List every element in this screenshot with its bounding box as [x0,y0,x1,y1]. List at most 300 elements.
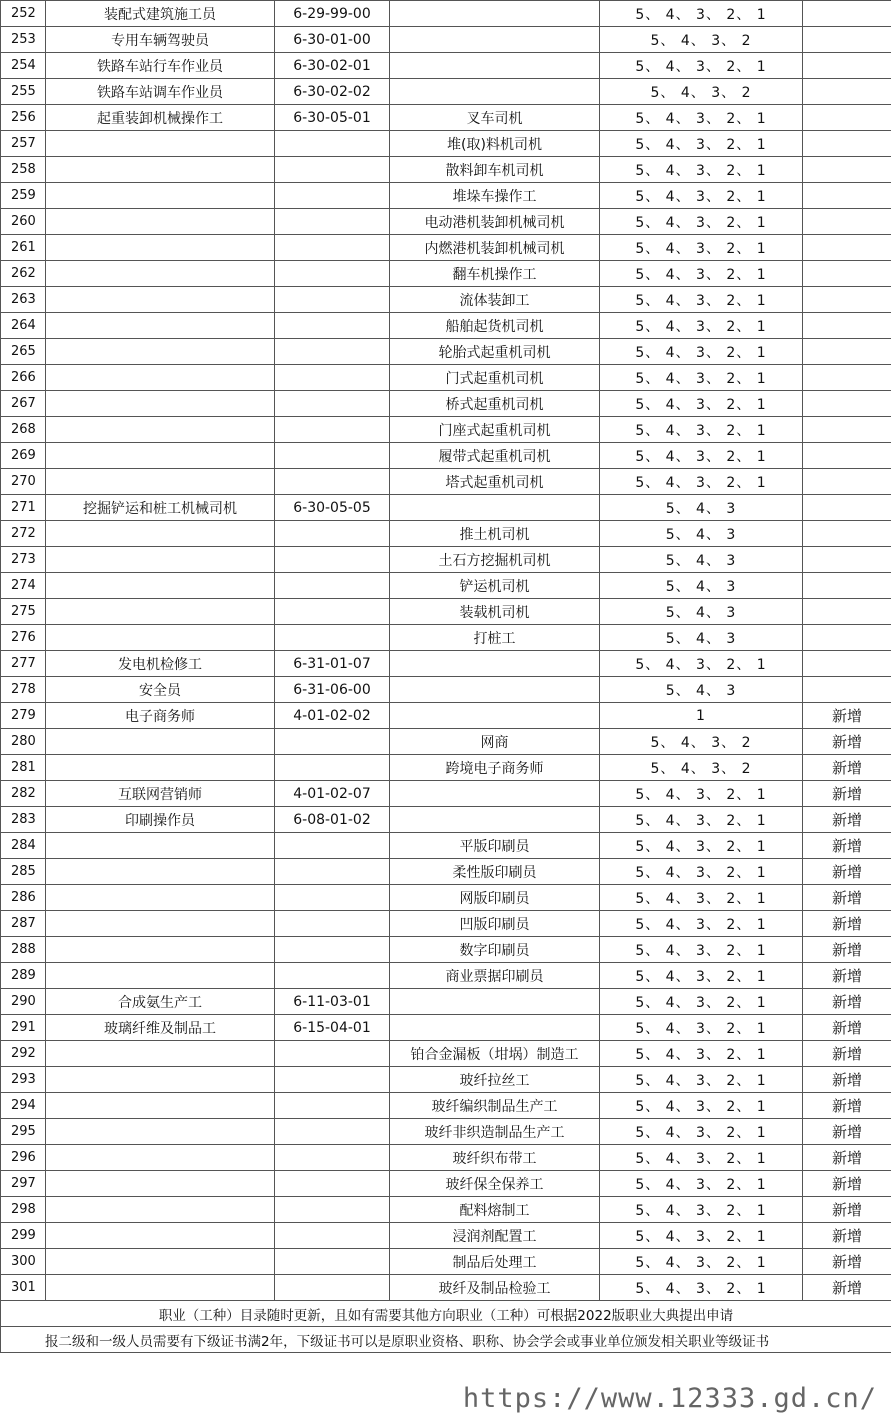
work-type-cell [390,1015,600,1041]
work-type-cell [390,807,600,833]
table-row [1,1067,891,1093]
occupation-code-cell [275,131,390,157]
occupation-name-cell: 安全员 [46,677,275,703]
row-number-cell: 262 [1,261,46,287]
certificate-levels-cell: 5、 4、 3、 2、 1 [600,131,803,157]
row-number-cell: 259 [1,183,46,209]
occupation-code-cell: 4-01-02-07 [275,781,390,807]
occupation-code-cell [275,261,390,287]
certificate-levels-cell: 5、 4、 3、 2、 1 [600,807,803,833]
table-row [1,183,891,209]
work-type-cell: 铲运机司机 [390,573,600,599]
certificate-levels-cell: 5、 4、 3、 2、 1 [600,443,803,469]
table-row [1,1093,891,1119]
certificate-levels-cell: 5、 4、 3、 2、 1 [600,1067,803,1093]
note-cell [803,677,891,703]
certificate-levels-cell: 5、 4、 3、 2 [600,729,803,755]
occupation-code-cell [275,1249,390,1275]
table-row [1,79,891,105]
occupation-name-cell [46,1093,275,1119]
note-cell: 新增 [803,1015,891,1041]
work-type-cell: 流体装卸工 [390,287,600,313]
row-number-cell: 300 [1,1249,46,1275]
note-cell: 新增 [803,1197,891,1223]
occupation-name-cell [46,131,275,157]
table-row [1,1171,891,1197]
work-type-cell: 商业票据印刷员 [390,963,600,989]
occupation-name-cell [46,1249,275,1275]
occupation-code-cell: 6-30-01-00 [275,27,390,53]
occupation-code-cell [275,833,390,859]
work-type-cell: 制品后处理工 [390,1249,600,1275]
certificate-levels-cell: 5、 4、 3 [600,573,803,599]
work-type-cell: 浸润剂配置工 [390,1223,600,1249]
row-number-cell: 280 [1,729,46,755]
occupation-code-cell [275,391,390,417]
note-cell [803,313,891,339]
table-row [1,287,891,313]
row-number-cell: 257 [1,131,46,157]
row-number-cell: 277 [1,651,46,677]
occupation-name-cell [46,625,275,651]
note-cell: 新增 [803,1145,891,1171]
table-row [1,131,891,157]
table-row [1,1119,891,1145]
note-cell [803,27,891,53]
work-type-cell [390,703,600,729]
note-requirement-text: 报二级和一级人员需要有下级证书满2年，下级证书可以是原职业资格、职称、协会学会或事业单位颁发相关职业等级证书 [1,1327,891,1353]
note-cell: 新增 [803,1275,891,1301]
occupation-name-cell [46,1223,275,1249]
certificate-levels-cell: 5、 4、 3、 2、 1 [600,885,803,911]
certificate-levels-cell: 5、 4、 3、 2、 1 [600,313,803,339]
note-cell [803,651,891,677]
work-type-cell [390,1,600,27]
row-number-cell: 292 [1,1041,46,1067]
occupation-name-cell [46,313,275,339]
table-row [1,391,891,417]
table-row [1,807,891,833]
occupation-name-cell: 铁路车站行车作业员 [46,53,275,79]
note-cell [803,365,891,391]
occupation-code-cell: 6-08-01-02 [275,807,390,833]
occupation-name-cell: 挖掘铲运和桩工机械司机 [46,495,275,521]
work-type-cell: 玻纤拉丝工 [390,1067,600,1093]
certificate-levels-cell: 5、 4、 3、 2、 1 [600,417,803,443]
row-number-cell: 290 [1,989,46,1015]
work-type-cell: 内燃港机装卸机械司机 [390,235,600,261]
row-number-cell: 278 [1,677,46,703]
row-number-cell: 282 [1,781,46,807]
occupation-name-cell: 印刷操作员 [46,807,275,833]
row-number-cell: 266 [1,365,46,391]
occupation-code-cell [275,157,390,183]
row-number-cell: 293 [1,1067,46,1093]
table-row [1,937,891,963]
row-number-cell: 276 [1,625,46,651]
occupation-code-cell [275,521,390,547]
work-type-cell: 门座式起重机司机 [390,417,600,443]
occupation-code-cell [275,1145,390,1171]
certificate-levels-cell: 5、 4、 3、 2、 1 [600,391,803,417]
occupation-code-cell: 6-15-04-01 [275,1015,390,1041]
work-type-cell: 凹版印刷员 [390,911,600,937]
certificate-levels-cell: 1 [600,703,803,729]
occupation-code-cell [275,1275,390,1301]
note-cell [803,495,891,521]
table-row [1,781,891,807]
occupation-name-cell: 玻璃纤维及制品工 [46,1015,275,1041]
work-type-cell: 翻车机操作工 [390,261,600,287]
occupation-code-cell [275,625,390,651]
note-cell [803,105,891,131]
table-body [1,1,891,1301]
table-row [1,209,891,235]
certificate-levels-cell: 5、 4、 3、 2 [600,27,803,53]
certificate-levels-cell: 5、 4、 3 [600,521,803,547]
occupation-code-cell [275,287,390,313]
work-type-cell: 散料卸车机司机 [390,157,600,183]
row-number-cell: 284 [1,833,46,859]
work-type-cell: 跨境电子商务师 [390,755,600,781]
work-type-cell: 网商 [390,729,600,755]
row-number-cell: 268 [1,417,46,443]
occupation-name-cell [46,1041,275,1067]
work-type-cell [390,781,600,807]
occupation-code-cell [275,963,390,989]
note-cell [803,443,891,469]
row-number-cell: 270 [1,469,46,495]
occupation-code-cell [275,417,390,443]
row-number-cell: 296 [1,1145,46,1171]
certificate-levels-cell: 5、 4、 3 [600,625,803,651]
work-type-cell: 铂合金漏板（坩埚）制造工 [390,1041,600,1067]
row-number-cell: 258 [1,157,46,183]
certificate-levels-cell: 5、 4、 3、 2、 1 [600,1119,803,1145]
table-row [1,547,891,573]
table-row [1,521,891,547]
work-type-cell: 履带式起重机司机 [390,443,600,469]
note-cell [803,131,891,157]
row-number-cell: 273 [1,547,46,573]
row-number-cell: 272 [1,521,46,547]
occupation-code-cell [275,443,390,469]
occupation-code-cell: 6-11-03-01 [275,989,390,1015]
certificate-levels-cell: 5、 4、 3、 2、 1 [600,1015,803,1041]
note-cell [803,157,891,183]
occupation-code-cell [275,599,390,625]
work-type-cell [390,53,600,79]
certificate-levels-cell: 5、 4、 3 [600,677,803,703]
row-number-cell: 288 [1,937,46,963]
occupation-code-cell: 6-30-05-05 [275,495,390,521]
work-type-cell: 配料熔制工 [390,1197,600,1223]
work-type-cell: 玻纤保全保养工 [390,1171,600,1197]
row-number-cell: 281 [1,755,46,781]
occupation-name-cell [46,235,275,261]
table-row [1,1223,891,1249]
row-number-cell: 298 [1,1197,46,1223]
row-number-cell: 299 [1,1223,46,1249]
row-number-cell: 263 [1,287,46,313]
occupation-name-cell [46,469,275,495]
note-cell [803,1,891,27]
note-cell: 新增 [803,833,891,859]
note-cell [803,209,891,235]
table-row [1,417,891,443]
occupation-name-cell [46,1119,275,1145]
table-row [1,313,891,339]
certificate-levels-cell: 5、 4、 3、 2、 1 [600,261,803,287]
occupation-name-cell: 装配式建筑施工员 [46,1,275,27]
table-row [1,1145,891,1171]
certificate-levels-cell: 5、 4、 3、 2、 1 [600,651,803,677]
certificate-levels-cell: 5、 4、 3、 2、 1 [600,1275,803,1301]
table-row [1,1275,891,1301]
row-number-cell: 252 [1,1,46,27]
certificate-levels-cell: 5、 4、 3、 2、 1 [600,53,803,79]
work-type-cell: 桥式起重机司机 [390,391,600,417]
occupation-name-cell [46,1145,275,1171]
row-number-cell: 294 [1,1093,46,1119]
occupation-name-cell [46,365,275,391]
row-number-cell: 264 [1,313,46,339]
note-cell [803,287,891,313]
table-row [1,989,891,1015]
note-cell: 新增 [803,911,891,937]
occupation-code-cell: 6-29-99-00 [275,1,390,27]
note-cell [803,53,891,79]
occupation-name-cell: 合成氨生产工 [46,989,275,1015]
table-row [1,1197,891,1223]
row-number-cell: 279 [1,703,46,729]
work-type-cell: 门式起重机司机 [390,365,600,391]
table-row [1,27,891,53]
occupation-name-cell [46,261,275,287]
certificate-levels-cell: 5、 4、 3、 2 [600,755,803,781]
certificate-levels-cell: 5、 4、 3、 2、 1 [600,963,803,989]
occupation-code-cell: 4-01-02-02 [275,703,390,729]
certificate-levels-cell: 5、 4、 3、 2、 1 [600,859,803,885]
certificate-levels-cell: 5、 4、 3、 2、 1 [600,183,803,209]
certificate-levels-cell: 5、 4、 3、 2、 1 [600,989,803,1015]
occupation-code-cell [275,1119,390,1145]
work-type-cell [390,651,600,677]
note-cell: 新增 [803,885,891,911]
table-row [1,859,891,885]
occupation-code-cell [275,235,390,261]
table-row [1,105,891,131]
work-type-cell [390,79,600,105]
occupation-code-cell [275,573,390,599]
occupation-name-cell [46,911,275,937]
note-cell [803,625,891,651]
table-row [1,911,891,937]
occupation-name-cell [46,1197,275,1223]
note-cell [803,235,891,261]
occupation-code-cell: 6-30-05-01 [275,105,390,131]
table-row [1,1249,891,1275]
work-type-cell: 玻纤及制品检验工 [390,1275,600,1301]
work-type-cell: 玻纤编织制品生产工 [390,1093,600,1119]
certificate-levels-cell: 5、 4、 3、 2、 1 [600,781,803,807]
occupation-code-cell [275,547,390,573]
occupation-name-cell [46,287,275,313]
occupation-code-cell [275,1093,390,1119]
row-number-cell: 254 [1,53,46,79]
work-type-cell: 叉车司机 [390,105,600,131]
occupation-code-cell: 6-30-02-01 [275,53,390,79]
occupation-name-cell [46,859,275,885]
certificate-levels-cell: 5、 4、 3、 2 [600,79,803,105]
certificate-levels-cell: 5、 4、 3、 2、 1 [600,1,803,27]
work-type-cell: 堆垛车操作工 [390,183,600,209]
row-number-cell: 283 [1,807,46,833]
occupation-name-cell [46,547,275,573]
note-cell [803,599,891,625]
work-type-cell: 打桩工 [390,625,600,651]
row-number-cell: 301 [1,1275,46,1301]
certificate-levels-cell: 5、 4、 3 [600,599,803,625]
table-row [1,443,891,469]
occupation-code-cell [275,937,390,963]
certificate-levels-cell: 5、 4、 3、 2、 1 [600,1197,803,1223]
certificate-levels-cell: 5、 4、 3、 2、 1 [600,1041,803,1067]
table-row [1,729,891,755]
table-row [1,833,891,859]
row-number-cell: 286 [1,885,46,911]
note-cell: 新增 [803,1171,891,1197]
work-type-cell: 推土机司机 [390,521,600,547]
note-cell: 新增 [803,703,891,729]
occupation-code-cell: 6-31-06-00 [275,677,390,703]
note-cell: 新增 [803,781,891,807]
occupation-code-cell [275,859,390,885]
work-type-cell: 平版印刷员 [390,833,600,859]
row-number-cell: 289 [1,963,46,989]
work-type-cell: 轮胎式起重机司机 [390,339,600,365]
row-number-cell: 269 [1,443,46,469]
occupation-name-cell: 互联网营销师 [46,781,275,807]
work-type-cell [390,989,600,1015]
table-row [1,365,891,391]
work-type-cell: 数字印刷员 [390,937,600,963]
note-cell: 新增 [803,1119,891,1145]
occupation-code-cell [275,1197,390,1223]
certificate-levels-cell: 5、 4、 3、 2、 1 [600,235,803,261]
work-type-cell: 装载机司机 [390,599,600,625]
note-cell: 新增 [803,1249,891,1275]
certificate-levels-cell: 5、 4、 3、 2、 1 [600,339,803,365]
note-row-1 [1,1301,891,1327]
table-row [1,703,891,729]
note-cell: 新增 [803,755,891,781]
occupation-code-cell: 6-31-01-07 [275,651,390,677]
table-row [1,573,891,599]
occupation-name-cell [46,755,275,781]
table-row [1,963,891,989]
occupation-name-cell: 发电机检修工 [46,651,275,677]
row-number-cell: 261 [1,235,46,261]
table-row [1,469,891,495]
note-cell [803,521,891,547]
work-type-cell: 土石方挖掘机司机 [390,547,600,573]
work-type-cell: 船舶起货机司机 [390,313,600,339]
table-row [1,495,891,521]
note-cell [803,469,891,495]
occupation-code-cell [275,469,390,495]
watermark-url: https://www.12333.gd.cn/ [462,1383,877,1414]
row-number-cell: 297 [1,1171,46,1197]
table-row [1,1,891,27]
row-number-cell: 295 [1,1119,46,1145]
occupation-code-cell [275,729,390,755]
note-cell: 新增 [803,1093,891,1119]
note-cell: 新增 [803,937,891,963]
certificate-levels-cell: 5、 4、 3、 2、 1 [600,105,803,131]
certificate-levels-cell: 5、 4、 3、 2、 1 [600,911,803,937]
table-row [1,755,891,781]
note-cell [803,339,891,365]
note-cell: 新增 [803,1041,891,1067]
certificate-levels-cell: 5、 4、 3、 2、 1 [600,937,803,963]
occupation-name-cell: 起重装卸机械操作工 [46,105,275,131]
occupation-code-cell [275,183,390,209]
occupation-name-cell [46,391,275,417]
note-cell [803,417,891,443]
table-row [1,625,891,651]
note-cell: 新增 [803,989,891,1015]
note-cell: 新增 [803,963,891,989]
work-type-cell: 柔性版印刷员 [390,859,600,885]
work-type-cell: 堆(取)料机司机 [390,131,600,157]
row-number-cell: 265 [1,339,46,365]
note-row-2 [1,1327,891,1353]
occupation-name-cell [46,599,275,625]
note-cell: 新增 [803,729,891,755]
occupation-name-cell [46,885,275,911]
occupation-name-cell [46,209,275,235]
table-row [1,261,891,287]
occupation-code-cell [275,313,390,339]
occupation-code-cell [275,911,390,937]
occupation-name-cell [46,963,275,989]
row-number-cell: 291 [1,1015,46,1041]
occupation-name-cell [46,417,275,443]
occupation-name-cell [46,1171,275,1197]
occupation-code-cell [275,365,390,391]
work-type-cell: 玻纤非织造制品生产工 [390,1119,600,1145]
note-cell [803,391,891,417]
occupation-name-cell [46,573,275,599]
note-cell [803,183,891,209]
note-update-text: 职业（工种）目录随时更新，且如有需要其他方向职业（工种）可根据2022版职业大典提出申请 [1,1301,891,1327]
occupation-code-cell [275,1223,390,1249]
table-row [1,235,891,261]
occupation-name-cell [46,339,275,365]
table-row [1,1015,891,1041]
row-number-cell: 287 [1,911,46,937]
row-number-cell: 255 [1,79,46,105]
occupation-code-cell [275,209,390,235]
work-type-cell [390,677,600,703]
certificate-levels-cell: 5、 4、 3、 2、 1 [600,287,803,313]
certificate-levels-cell: 5、 4、 3 [600,547,803,573]
occupation-name-cell [46,1067,275,1093]
table-row [1,885,891,911]
occupation-name-cell: 铁路车站调车作业员 [46,79,275,105]
table-row [1,599,891,625]
